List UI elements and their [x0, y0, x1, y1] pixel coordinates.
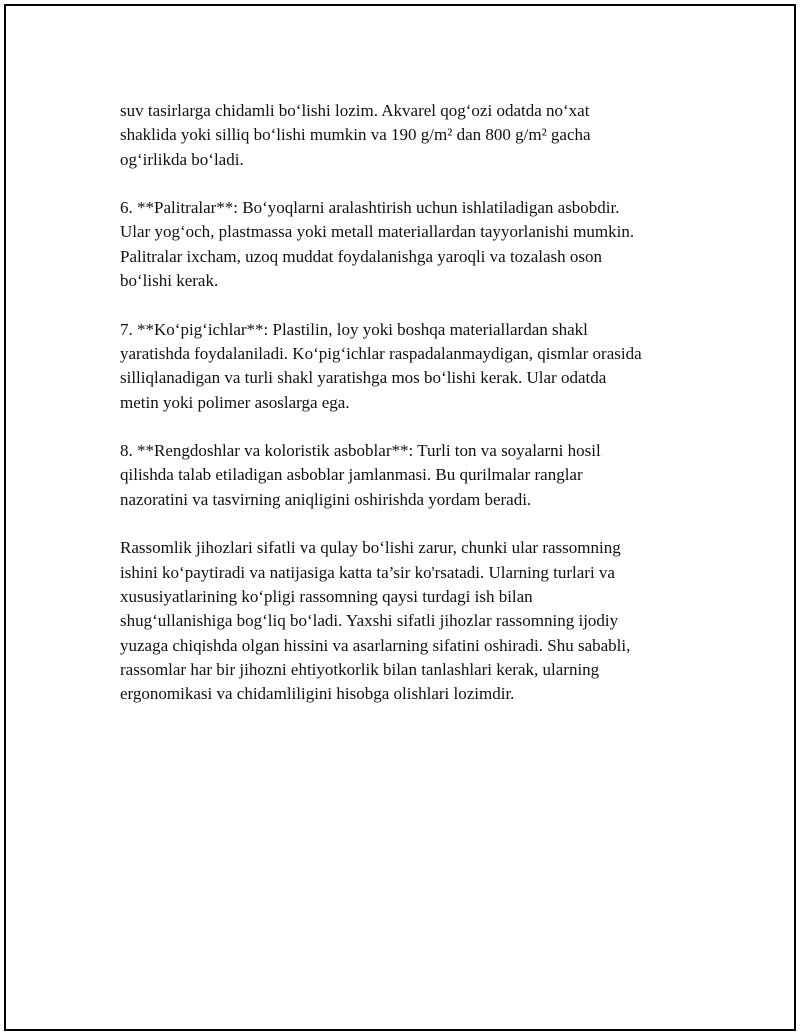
- paragraph-color-tools: [120, 439, 710, 512]
- text-line: Ular yog‘och, plastmassa yoki metall materiallardan tayyorlanishi mumkin.: [120, 222, 635, 242]
- text-line: metin yoki polimer asoslarga ega.: [120, 392, 350, 412]
- text-line: rassomlar har bir jihozni ehtiyotkorlik bilan tanlashlari kerak, ularning: [120, 659, 600, 679]
- text-line: bo‘lishi kerak.: [120, 271, 219, 291]
- text-line: 6. **Palitralar**: Bo‘yoqlarni aralashtirish uchun ishlatiladigan asbobdir.: [120, 198, 620, 218]
- text-line: yaratishda foydalaniladi. Ko‘pig‘ichlar raspadalanmaydigan, qismlar orasida: [120, 343, 642, 363]
- text-line: shaklida yoki silliq bo‘lishi mumkin va 190 g/m² dan 800 g/m² gacha: [120, 125, 591, 145]
- page-frame: [4, 4, 796, 1031]
- text-line: xususiyatlarining ko‘pligi rassomning qaysi turdagi ish bilan: [120, 586, 533, 606]
- text-line: shug‘ullanishiga bog‘liq bo‘ladi. Yaxshi sifatli jihozlar rassomning ijodiy: [120, 611, 619, 631]
- text-line: nazoratini va tasvirning aniqligini oshirishda yordam beradi.: [120, 489, 532, 509]
- document-body: [120, 99, 710, 731]
- paragraph-sculpting-tools: [120, 318, 710, 415]
- paragraph-conclusion: [120, 536, 710, 706]
- text-line: og‘irlikda bo‘ladi.: [120, 149, 244, 169]
- text-line: 7. **Ko‘pig‘ichlar**: Plastilin, loy yoki boshqa materiallardan shakl: [120, 319, 588, 339]
- text-line: ishini ko‘paytiradi va natijasiga katta ta’sir ko'rsatadi. Ularning turlari va: [120, 562, 615, 582]
- text-line: Palitralar ixcham, uzoq muddat foydalanishga yaroqli va tozalash oson: [120, 246, 603, 266]
- text-line: suv tasirlarga chidamli bo‘lishi lozim. Akvarel qog‘ozi odatda no‘xat: [120, 101, 590, 120]
- text-line: yuzaga chiqishda olgan hissini va asarlarning sifatini oshiradi. Shu sababli,: [120, 635, 631, 655]
- paragraph-watercolor-paper: [120, 99, 710, 172]
- text-line: ergonomikasi va chidamliligini hisobga olishlari lozimdir.: [120, 684, 515, 704]
- text-line: qilishda talab etiladigan asboblar jamlanmasi. Bu qurilmalar ranglar: [120, 465, 583, 485]
- text-line: 8. **Rengdoshlar va koloristik asboblar**: Turli ton va soyalarni hosil: [120, 441, 601, 461]
- paragraph-palettes: [120, 196, 710, 293]
- text-line: silliqlanadigan va turli shakl yaratishga mos bo‘lishi kerak. Ular odatda: [120, 368, 607, 388]
- text-line: Rassomlik jihozlari sifatli va qulay bo‘lishi zarur, chunki ular rassomning: [120, 538, 621, 558]
